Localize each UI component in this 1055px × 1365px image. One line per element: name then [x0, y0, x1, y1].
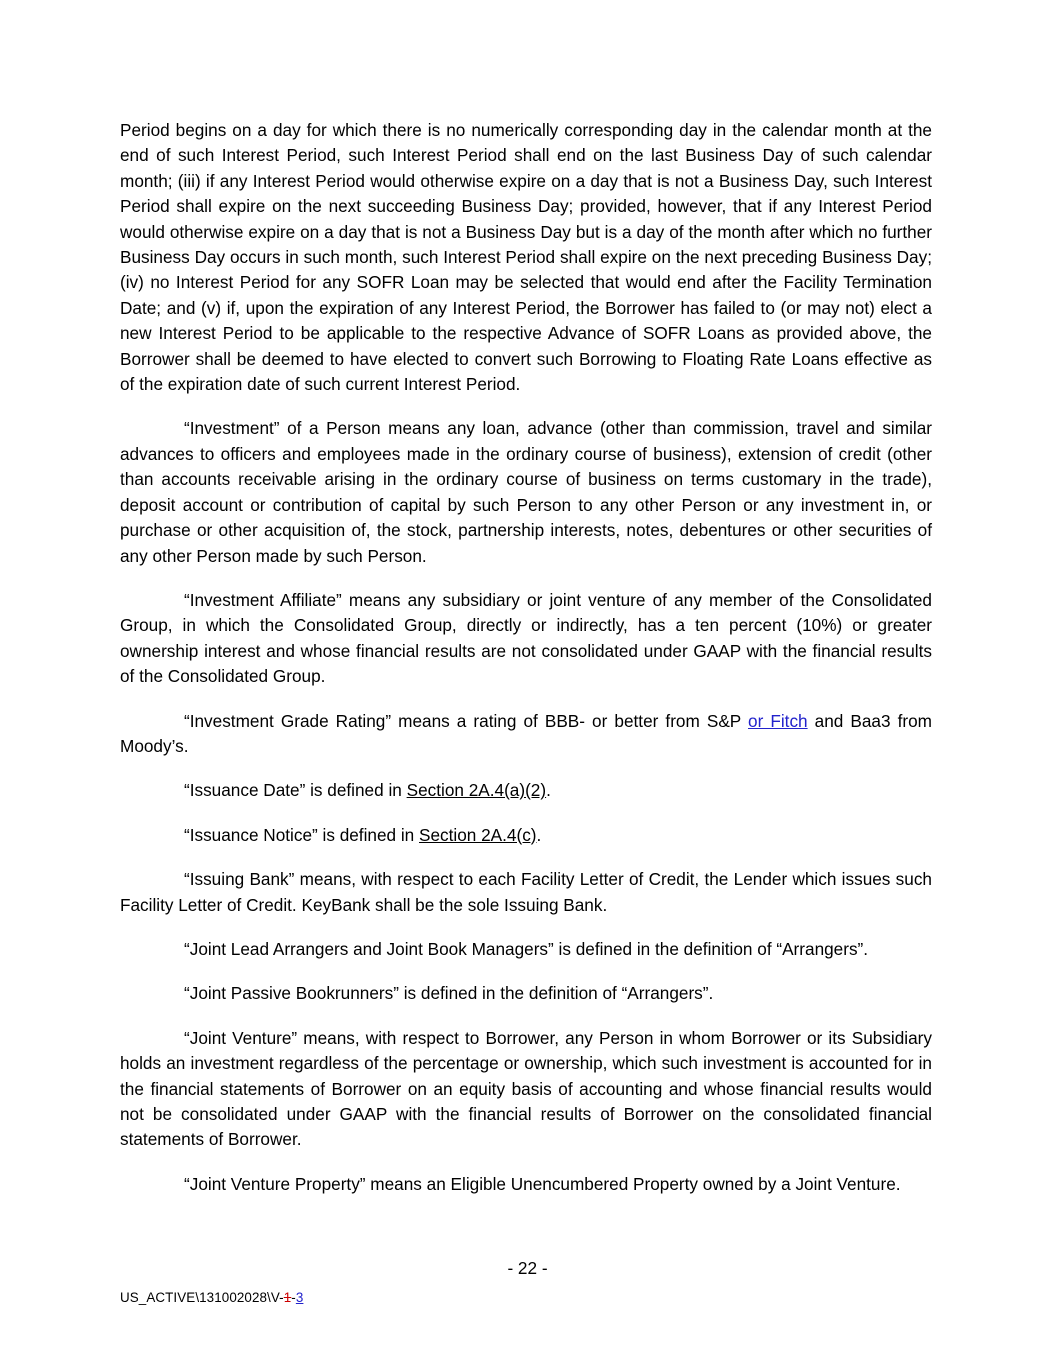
paragraph-joint-lead-arrangers: “Joint Lead Arrangers and Joint Book Managers” is defined in the definition of “Arrangers”.: [184, 938, 869, 959]
issuance-date-text-before: “Issuance Date” is defined in: [184, 780, 407, 801]
paragraph-issuance-notice: [120, 823, 932, 848]
paragraph-joint-venture: “Joint Venture” means, with respect to Borrower, any Person in whom Borrower or its Subsidiary holds an investment regardless of the percentage or ownership, which such investment is accounted for in the financial statements of Borrower on an equity basis of accounting and whose financial results would not be consolidated under GAAP with the financial results of Borrower on the consolidated financial statements of Borrower.: [120, 1027, 932, 1150]
paragraph-issuing-bank: “Issuing Bank” means, with respect to each Facility Letter of Credit, the Lender which issues such Facility Letter of Credit. KeyBank shall be the sole Issuing Bank.: [120, 869, 932, 915]
footer-deleted-version: 1: [283, 1290, 292, 1305]
paragraph-interest-period-continued: Period begins on a day for which there is no numerically corresponding day in the calendar month at the end of such Interest Period, such Interest Period shall end on the last Business Day of such calendar month; (iii) if any Interest Period would otherwise expire on a day that is not a Business Day, such Interest Period shall expire on the next succeeding Business Day; provided, however, that if any Interest Period would otherwise expire on a day that is not a Business Day but is a day of the month after which no further Business Day occurs in such month, such Interest Period shall expire on the next preceding Business Day; (iv) no Interest Period for any SOFR Loan may be selected that would end after the Facility Termination Date; and (v) if, upon the expiration of any Interest Period, the Borrower has failed to (or may not) elect a new Interest Period to be applicable to the respective Advance of SOFR Loans as provided above, the Borrower shall be deemed to have elected to convert such Borrowing to Floating Rate Loans effective as of the expiration date of such current Interest Period.: [120, 120, 932, 395]
issuance-date-text-after: .: [546, 780, 551, 801]
paragraph-joint-venture-property: “Joint Venture Property” means an Eligible Unencumbered Property owned by a Joint Venture.: [184, 1173, 901, 1194]
cross-reference-section-2a-4-c[interactable]: Section 2A.4(c): [419, 824, 537, 845]
paragraph-issuance-date: [120, 778, 932, 803]
document-footer: [120, 1290, 303, 1305]
footer-added-version: 3: [295, 1290, 304, 1305]
footer-document-id: US_ACTIVE\131002028\V-: [120, 1290, 284, 1305]
paragraph-investment-grade-rating: [120, 709, 932, 760]
paragraph-investment: “Investment” of a Person means any loan, advance (other than commission, travel and similar advances to officers and employees made in the ordinary course of business), extension of credit (other than accounts receivable arising in the ordinary course of business on terms customary in the trade), deposit account or contribution of capital by such Person to any other Person or any investment in, or purchase or other acquisition of, the stock, partnership interests, notes, debentures or other securities of any other Person made by such Person.: [120, 418, 932, 566]
investment-grade-rating-text-before: “Investment Grade Rating” means a rating of BBB- or better from S&P: [184, 710, 749, 731]
issuance-notice-text-before: “Issuance Notice” is defined in: [184, 824, 420, 845]
investment-grade-rating-text-after: and Baa3 from Moody’s.: [120, 710, 932, 756]
document-body: [120, 118, 932, 1216]
footer-separator: -: [291, 1290, 296, 1305]
paragraph-joint-passive-bookrunners: “Joint Passive Bookrunners” is defined in the definition of “Arrangers”.: [184, 983, 714, 1004]
page-number: - 22 -: [507, 1258, 548, 1278]
paragraph-investment-affiliate: “Investment Affiliate” means any subsidiary or joint venture of any member of the Consolidated Group, in which the Consolidated Group, directly or indirectly, has a ten percent (10%) or greater ownership interest and whose financial results are not consolidated under GAAP with the financial results of the Consolidated Group.: [120, 589, 932, 687]
issuance-notice-text-after: .: [536, 824, 542, 845]
cross-reference-section-2a-4-a-2[interactable]: Section 2A.4(a)(2): [406, 780, 547, 801]
inserted-text-or-fitch: or Fitch: [748, 710, 808, 731]
